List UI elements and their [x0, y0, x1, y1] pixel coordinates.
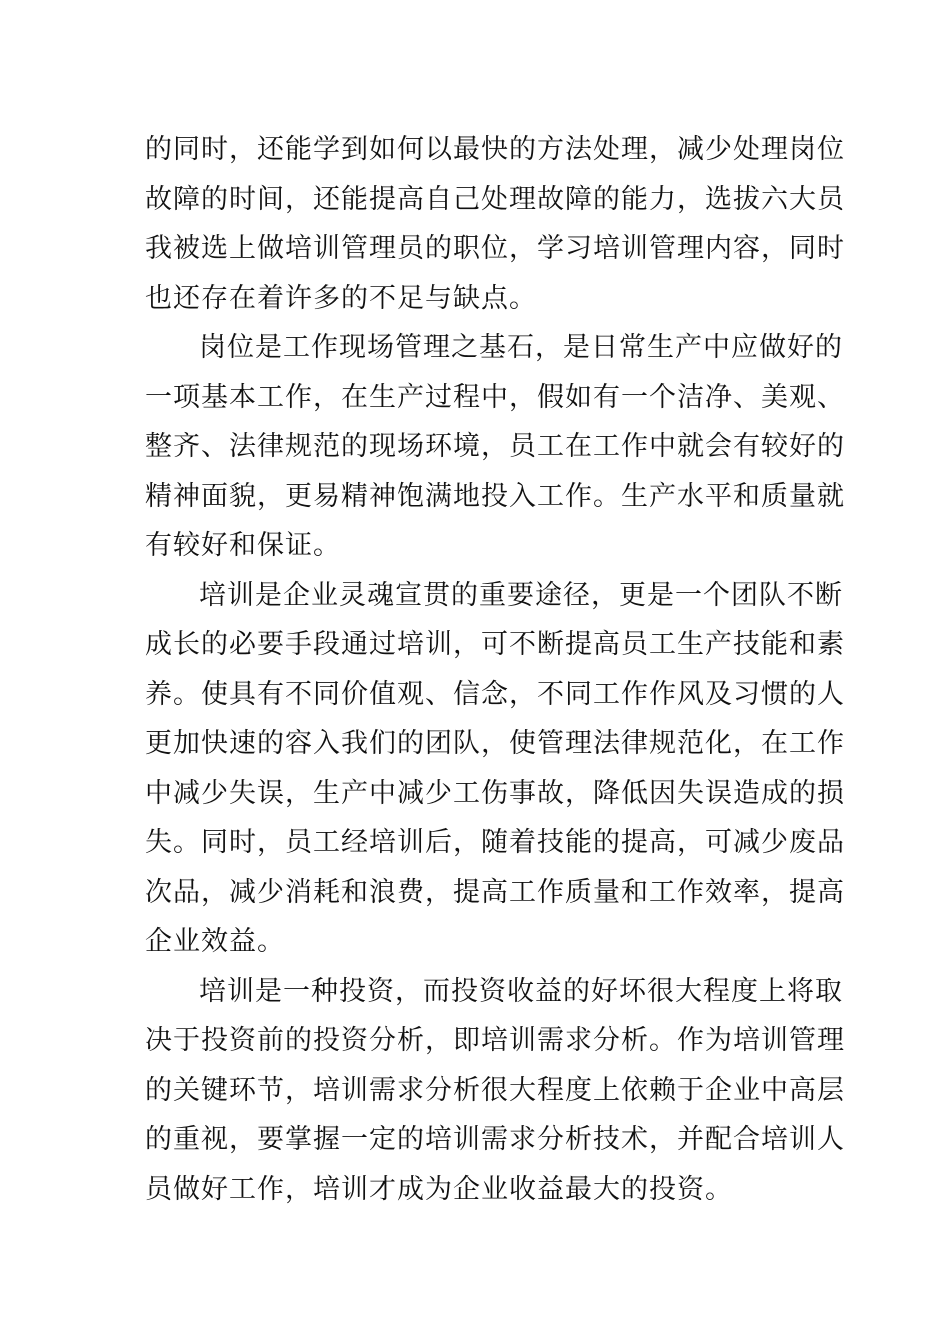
- text-line: 培训是企业灵魂宣贯的重要途径，更是一个团队不断: [199, 579, 843, 611]
- text-line: 员做好工作，培训才成为企业收益最大的投资。: [145, 1173, 733, 1205]
- text-line: 更加快速的容入我们的团队，使管理法律规范化，在工作: [145, 728, 845, 759]
- text-line: 中减少失误，生产中减少工伤事故，降低因失误造成的损: [145, 777, 845, 809]
- text-line: 有较好和保证。: [145, 530, 341, 561]
- text-line: 故障的时间，还能提高自己处理故障的能力，选拔六大员: [145, 183, 845, 215]
- paragraph-3: [145, 571, 845, 967]
- text-line: 岗位是工作现场管理之基石，是日常生产中应做好的: [199, 332, 843, 363]
- text-line: 的关键环节，培训需求分析很大程度上依赖于企业中高层: [145, 1074, 845, 1106]
- text-line: 也还存在着许多的不足与缺点。: [145, 282, 537, 314]
- text-line: 整齐、法律规范的现场环境，员工在工作中就会有较好的: [145, 431, 845, 462]
- paragraph-4: [145, 967, 845, 1215]
- text-line: 一项基本工作，在生产过程中，假如有一个洁净、美观、: [145, 381, 845, 413]
- text-line: 培训是一种投资，而投资收益的好坏很大程度上将取: [199, 975, 843, 1007]
- text-line: 次品，减少消耗和浪费，提高工作质量和工作效率，提高: [145, 876, 845, 908]
- text-line: 决于投资前的投资分析，即培训需求分析。作为培训管理: [145, 1025, 845, 1056]
- paragraph-1: [145, 125, 845, 323]
- text-line: 的重视，要掌握一定的培训需求分析技术，并配合培训人: [145, 1124, 845, 1155]
- text-line: 我被选上做培训管理员的职位，学习培训管理内容，同时: [145, 233, 845, 264]
- body-text: [145, 125, 845, 1214]
- text-line: 企业效益。: [145, 926, 285, 957]
- text-line: 养。使具有不同价值观、信念，不同工作作风及习惯的人: [145, 678, 845, 710]
- text-line: 失。同时，员工经培训后，随着技能的提高，可减少废品: [145, 827, 845, 858]
- text-line: 的同时，还能学到如何以最快的方法处理，减少处理岗位: [145, 134, 845, 165]
- text-line: 成长的必要手段通过培训，可不断提高员工生产技能和素: [145, 629, 845, 660]
- text-line: 精神面貌，更易精神饱满地投入工作。生产水平和质量就: [145, 480, 845, 512]
- paragraph-2: [145, 323, 845, 571]
